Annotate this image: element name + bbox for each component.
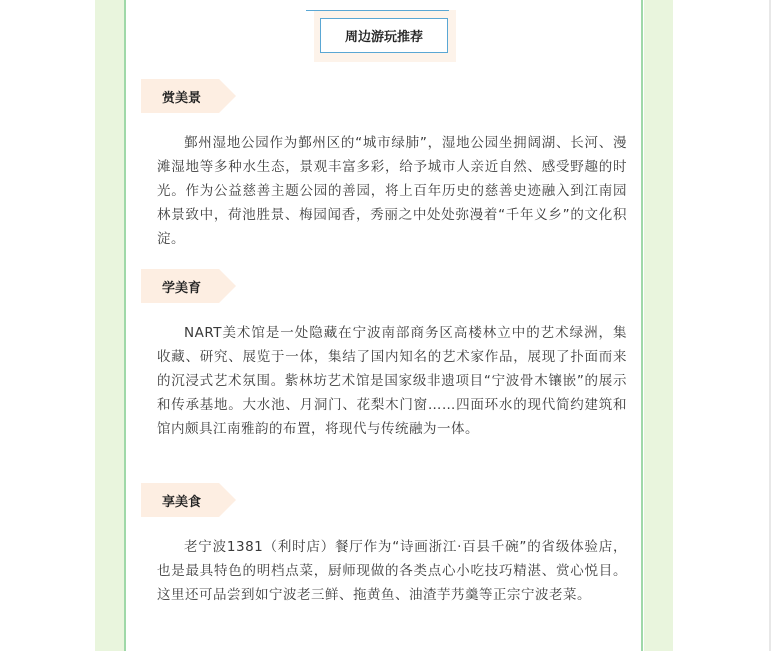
tag-label: 赏美景	[141, 79, 219, 113]
left-border-line	[124, 0, 126, 651]
right-border-line	[641, 0, 643, 651]
tag-arrow	[219, 79, 236, 113]
right-green-margin	[644, 0, 673, 651]
paragraph-food: 老宁波1381（利时店）餐厅作为“诗画浙江·百县千碗”的省级体验店，也是最具特色的明档点菜，厨师现做的各类点心小吃技巧精湛、赏心悦目。这里还可品尝到如宁波老三鲜、拖黄鱼、油渣芋艿羹等正宗宁波老菜。	[157, 539, 627, 603]
paragraph-arts-education: NART美术馆是一处隐藏在宁波南部商务区高楼林立中的艺术绿洲，集收藏、研究、展览于一体，集结了国内知名的艺术家作品，展现了扑面而来的沉浸式艺术氛围。紫林坊艺术馆是国家级非遗项目“宁波骨木镶嵌”的展示和传承基地。大水池、月洞门、花梨木门窗……四面环水的现代简约建筑和馆内颇具江南雅韵的布置，将现代与传统融为一体。	[157, 325, 627, 437]
tag-label: 享美食	[141, 483, 219, 517]
tag-label: 学美育	[141, 269, 219, 303]
tag-arrow	[219, 483, 236, 517]
title-accent-line	[306, 10, 449, 11]
left-green-margin	[95, 0, 124, 651]
section-title-frame	[314, 10, 456, 62]
tag-arrow	[219, 269, 236, 303]
paragraph-scenery: 鄞州湿地公园作为鄞州区的“城市绿肺”，湿地公园坐拥阔湖、长河、漫滩湿地等多种水生态，景观丰富多彩，给予城市人亲近自然、感受野趣的时光。作为公益慈善主题公园的善园，将上百年历史的慈善史迹融入到江南园林景致中，荷池胜景、梅园闻香，秀丽之中处处弥漫着“千年义乡”的文化积淀。	[157, 135, 627, 247]
section-title: 周边游玩推荐	[320, 18, 448, 53]
